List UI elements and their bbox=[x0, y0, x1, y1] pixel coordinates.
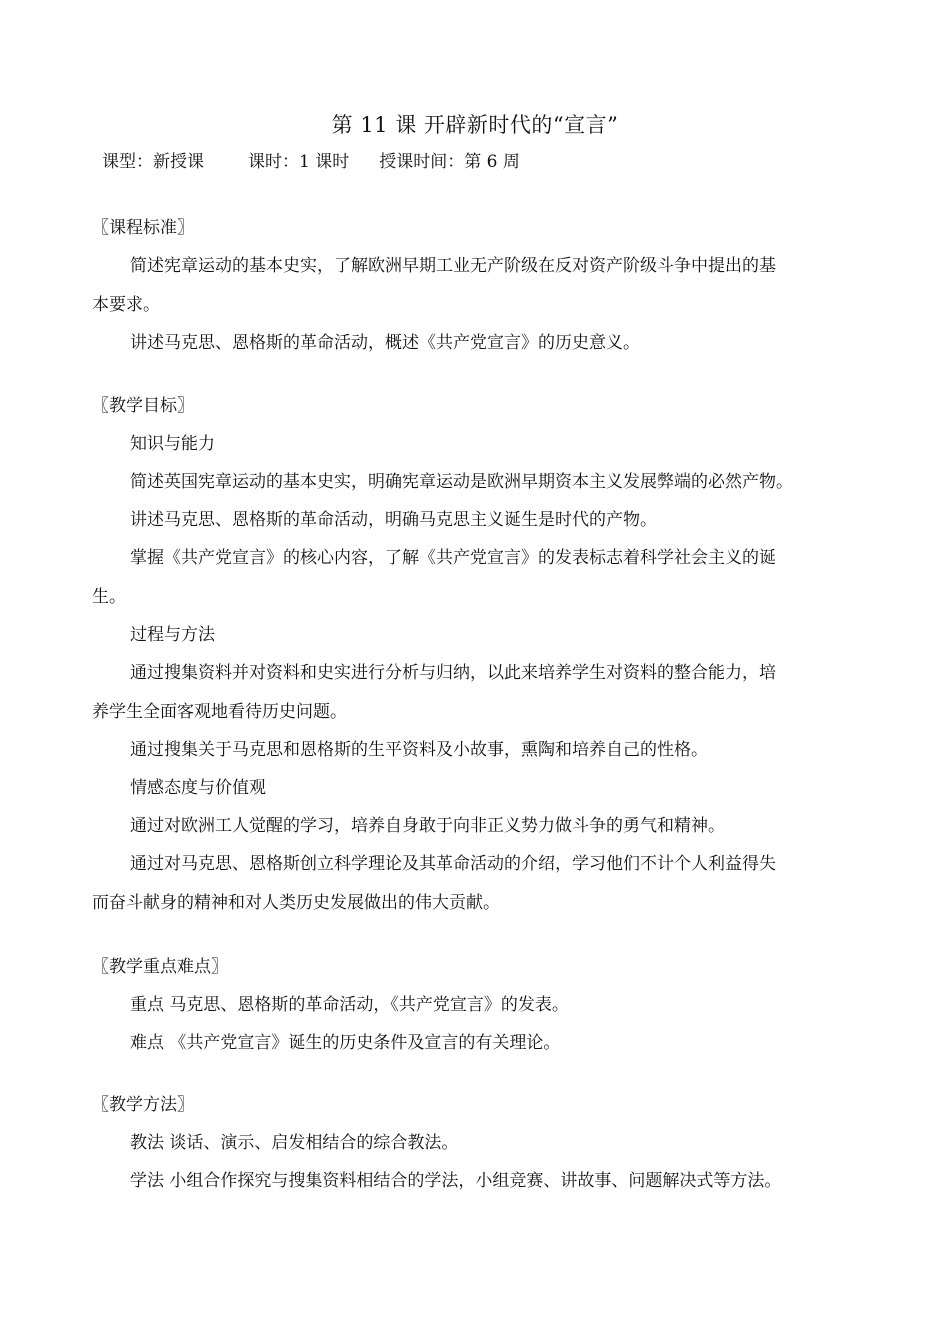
paragraph-line: 通过搜集关于马克思和恩格斯的生平资料及小故事，熏陶和培养自己的性格。 bbox=[130, 740, 708, 760]
paragraph-line: 掌握《共产党宣言》的核心内容，了解《共产党宣言》的发表标志着科学社会主义的诞 bbox=[130, 548, 776, 568]
paragraph-line: 通过搜集资料并对资料和史实进行分析与归纳，以此来培养学生对资料的整合能力，培 bbox=[130, 663, 776, 683]
lesson-type: 课型：新授课 bbox=[102, 152, 204, 172]
subheading: 知识与能力 bbox=[130, 434, 215, 454]
lesson-meta bbox=[102, 150, 520, 174]
section-heading-goals: 〖教学目标〗 bbox=[92, 396, 194, 416]
paragraph-line: 难点 《共产党宣言》诞生的历史条件及宣言的有关理论。 bbox=[130, 1033, 561, 1053]
paragraph-line: 通过对马克思、恩格斯创立科学理论及其革命活动的介绍，学习他们不计个人利益得失 bbox=[130, 854, 776, 874]
subheading: 过程与方法 bbox=[130, 625, 215, 645]
subheading: 情感态度与价值观 bbox=[130, 778, 266, 798]
section-heading-methods: 〖教学方法〗 bbox=[92, 1095, 194, 1115]
section-heading-keypoints: 〖教学重点难点〗 bbox=[92, 957, 228, 977]
paragraph-line: 讲述马克思、恩格斯的革命活动，概述《共产党宣言》的历史意义。 bbox=[130, 333, 640, 353]
lesson-time: 授课时间：第 6 周 bbox=[379, 152, 520, 172]
paragraph-line: 简述英国宪章运动的基本史实，明确宪章运动是欧洲早期资本主义发展弊端的必然产物。 bbox=[130, 472, 793, 492]
paragraph-line: 养学生全面客观地看待历史问题。 bbox=[92, 702, 347, 722]
paragraph-line: 本要求。 bbox=[92, 295, 160, 315]
paragraph-line: 生。 bbox=[92, 587, 126, 607]
paragraph-line: 讲述马克思、恩格斯的革命活动，明确马克思主义诞生是时代的产物。 bbox=[130, 510, 657, 530]
paragraph-line: 通过对欧洲工人觉醒的学习，培养自身敢于向非正义势力做斗争的勇气和精神。 bbox=[130, 816, 725, 836]
paragraph-line: 学法 小组合作探究与搜集资料相结合的学法，小组竞赛、讲故事、问题解决式等方法。 bbox=[130, 1171, 782, 1191]
lesson-hours: 课时：1 课时 bbox=[248, 152, 350, 172]
paragraph-line: 简述宪章运动的基本史实，了解欧洲早期工业无产阶级在反对资产阶级斗争中提出的基 bbox=[130, 256, 776, 276]
page-title: 第 11 课 开辟新时代的“宣言” bbox=[331, 113, 619, 137]
paragraph-line: 教法 谈话、演示、启发相结合的综合教法。 bbox=[130, 1133, 459, 1153]
paragraph-line: 重点 马克思、恩格斯的革命活动，《共产党宣言》的发表。 bbox=[130, 995, 569, 1015]
section-heading-standard: 〖课程标准〗 bbox=[92, 218, 194, 238]
paragraph-line: 而奋斗献身的精神和对人类历史发展做出的伟大贡献。 bbox=[92, 893, 500, 913]
